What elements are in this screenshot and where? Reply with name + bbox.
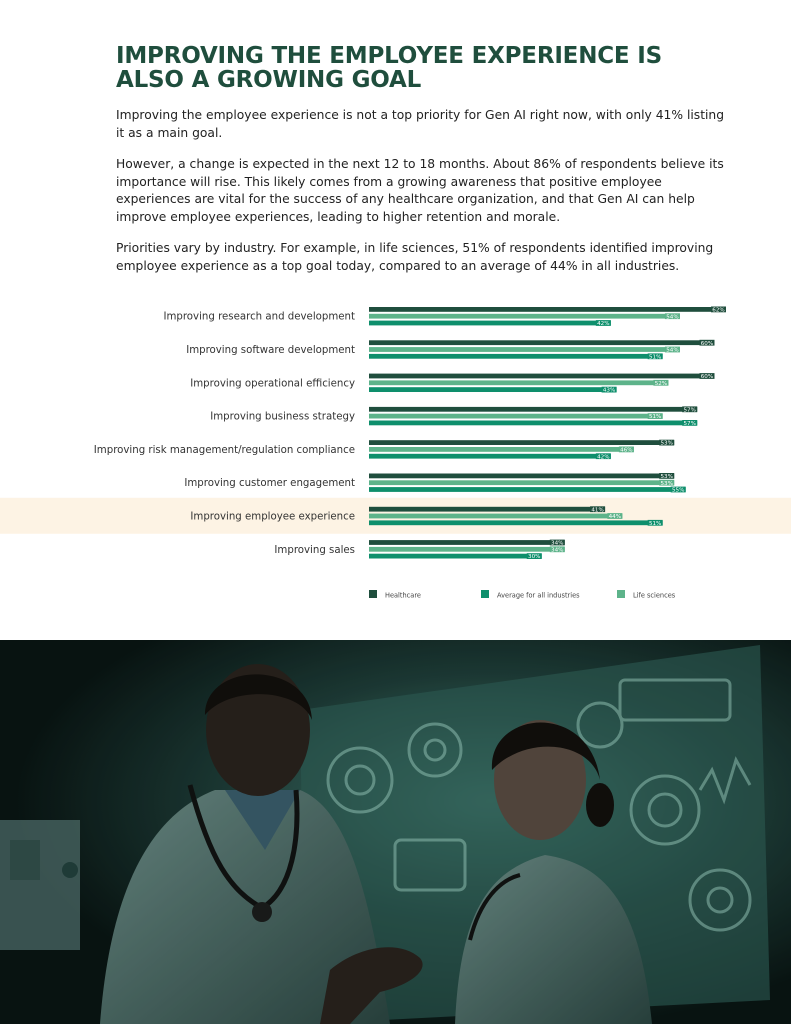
category-label: Improving customer engagement (184, 478, 355, 490)
value-label: 46% (620, 447, 633, 454)
bar-average-for-all-industries (369, 454, 611, 459)
bar-life-sciences (369, 314, 680, 319)
value-label: 41% (591, 507, 604, 514)
category-label: Improving sales (274, 544, 355, 556)
value-label: 54% (666, 347, 679, 354)
bar-average-for-all-industries (369, 387, 617, 392)
value-label: 60% (700, 340, 714, 347)
category-label: Improving software development (186, 345, 355, 356)
bar-healthcare (369, 407, 697, 412)
legend-label: Life sciences (633, 591, 676, 600)
value-label: 34% (551, 547, 564, 554)
bar-life-sciences (369, 414, 663, 419)
bar-life-sciences (369, 380, 668, 385)
value-label: 54% (666, 314, 679, 321)
bar-healthcare (369, 440, 674, 445)
value-label: 51% (648, 414, 662, 421)
bar-average-for-all-industries (369, 354, 663, 359)
intro-paragraph: Improving the employee experience is not a top priority for Gen AI right now, with only 41% listing it as a main goal. (116, 108, 725, 140)
value-label: 44% (608, 514, 622, 521)
bar-life-sciences (369, 447, 634, 452)
bar-healthcare (369, 340, 714, 345)
page-title: IMPROVING THE EMPLOYEE EXPERIENCE IS ALSO A GROWING GOAL (116, 43, 662, 93)
bar-average-for-all-industries (369, 487, 686, 492)
value-label: 53% (660, 440, 673, 447)
value-label: 43% (602, 387, 616, 394)
bar-average-for-all-industries (369, 520, 663, 525)
value-label: 34% (551, 540, 564, 547)
bar-healthcare (369, 307, 726, 312)
value-label: 51% (648, 520, 662, 527)
change-paragraph: However, a change is expected in the next 12 to 18 months. About 86% of respondents believe its importance will rise. This likely comes from a growing awareness that positive employee experiences are vital for the success of any healthcare organization, and that Gen AI can help improve employee experiences, leading to higher retention and morale. (116, 157, 724, 224)
priorities-bar-chart (0, 298, 791, 610)
bar-average-for-all-industries (369, 321, 611, 326)
category-label: Improving business strategy (210, 411, 355, 423)
category-label: Improving risk management/regulation compliance (93, 444, 355, 456)
bar-life-sciences (369, 480, 674, 485)
bar-life-sciences (369, 347, 680, 352)
value-label: 57% (683, 421, 696, 427)
bar-life-sciences (369, 547, 565, 552)
legend-label: Average for all industries (497, 591, 580, 600)
doctors-photo (0, 640, 791, 1024)
value-label: 55% (671, 487, 685, 494)
industry-paragraph: Priorities vary by industry. For example, in life sciences, 51% of respondents identified improving employee experience as a top goal today, compared to an average of 44% in all industries. (116, 241, 714, 273)
bar-healthcare (369, 474, 674, 479)
legend-label: Healthcare (385, 591, 421, 600)
value-label: 51% (648, 354, 662, 361)
legend-swatch (481, 590, 489, 598)
value-label: 42% (597, 454, 610, 461)
bar-life-sciences (369, 514, 622, 519)
legend-swatch (617, 590, 625, 598)
value-label: 57% (683, 407, 696, 414)
legend-swatch (369, 590, 377, 598)
value-label: 53% (660, 480, 673, 487)
bar-healthcare (369, 374, 714, 379)
category-label: Improving operational efficiency (190, 378, 355, 390)
category-label: Improving research and development (163, 311, 355, 323)
value-label: 53% (660, 474, 673, 480)
category-label: Improving employee experience (190, 511, 355, 523)
bar-healthcare (369, 507, 605, 512)
value-label: 42% (597, 321, 610, 328)
bar-average-for-all-industries (369, 421, 697, 426)
value-label: 62% (712, 307, 725, 314)
bar-average-for-all-industries (369, 554, 542, 559)
value-label: 30% (528, 554, 541, 561)
value-label: 52% (654, 380, 668, 387)
value-label: 60% (700, 374, 714, 381)
bar-healthcare (369, 540, 565, 545)
